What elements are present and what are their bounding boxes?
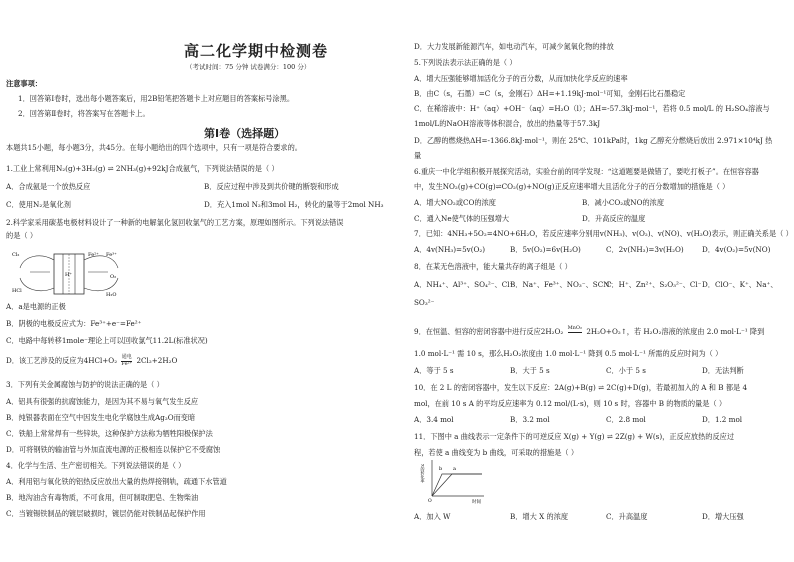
- q8-stem: 8．在某无色溶液中，能大量共存的离子组是（ ）: [414, 262, 572, 271]
- q3-option-c: C．铁船上常常焊有一些锌块，这种保护方法称为牺牲阳极保护法: [6, 429, 213, 438]
- q11-stem-line2: 程，若使 a 曲线变为 b 曲线，可采取的措施是（ ）: [414, 448, 579, 457]
- q8-option-a: A．NH₄⁺、Al³⁺、SO₄²⁻、Cl⁻: [414, 280, 514, 289]
- diagram-label-fe3: Fe³⁺: [106, 252, 117, 258]
- diagram-label-h2o: H₂O: [106, 292, 117, 298]
- page-title: 高二化学期中检测卷: [184, 42, 329, 60]
- left-column: [6, 0, 386, 562]
- curve-b-label: b: [439, 466, 443, 472]
- q7-option-c: C．2v(NH₃)=3v(H₂O): [606, 245, 684, 254]
- q8-option-c: C．H⁺、Zn²⁺、S₂O₃²⁻、Cl⁻: [606, 280, 702, 289]
- q1-option-d: D．充入1mol N₂和3mol H₂，转化的量等于2mol NH₃: [204, 200, 384, 209]
- q10-option-c: C．2.8 mol: [606, 415, 646, 424]
- notes-heading: 注意事项：: [6, 79, 42, 88]
- conversion-time-graph: [422, 456, 492, 506]
- graph-origin: O: [428, 499, 432, 504]
- graph-x-label: 时间: [472, 500, 481, 505]
- q7-stem: 7．已知：4NH₃+5O₂=4NO+6H₂O，若反应速率分别用v(NH₃)、v(O₂)、v(NO)、v(H₂O)表示，则正确关系是（ ）: [414, 229, 793, 238]
- q5-option-c-line2: 1mol/L的NaOH溶液等体积混合，放出的热量等于57.3kJ: [414, 119, 601, 128]
- section-title: 第Ⅰ卷（选择题）: [204, 127, 286, 140]
- q1-option-a: A．合成氨是一个放热反应: [6, 182, 91, 191]
- section-intro: 本题共15小题，每小题3分，共45分。在每小题给出的四个选项中，只有一项是符合要求的。: [6, 143, 302, 152]
- q11-option-a: A．加入 W: [414, 512, 451, 521]
- q4-option-c: C．当镀锡铁制品的镀层破损时，镀层仍能对铁制品起保护作用: [6, 509, 206, 518]
- condition-top: 通电: [121, 354, 132, 360]
- q4-option-a: A．利用铝与氧化铁的铝热反应放出大量的热焊接钢轨，疏通下水管道: [6, 477, 227, 486]
- q10-stem-line2: mol，在前 10 s A 的平均反应速率为 0.12 mol/(L·s)，则 10 s 时，容器中 B 的物质的量是（ ）: [414, 399, 727, 408]
- catalyst-label: MnO₂: [567, 325, 583, 331]
- q4-stem: 4．化学与生活、生产密切相关。下列说法错误的是（ ）: [6, 461, 186, 470]
- note-2: 2．回答第Ⅱ卷时，将答案写在答题卡上。: [18, 109, 150, 118]
- q7-option-d: D．4v(O₂)=5v(NO): [702, 245, 771, 254]
- q2-option-d: [6, 355, 177, 367]
- q6-option-c: C．通入Ne使气体的压强增大: [414, 214, 510, 223]
- note-1: 1．回答第Ⅰ卷时，选出每小题答案后，用2B铅笔把答题卡上对应题目的答案标号涂黑。: [18, 94, 295, 103]
- condition-bottom: Fe²⁺: [121, 360, 133, 367]
- reaction-condition: [568, 326, 582, 338]
- q3-option-b: B．纯银器表面在空气中因发生电化学腐蚀生成Ag₂O而变暗: [6, 413, 196, 422]
- q9-stem-post: 2H₂O+O₂↑，若 H₂O₂溶液的浓度由 2.0 mol·L⁻¹ 降到: [586, 327, 765, 336]
- q9-stem-pre: 9．在恒温、恒容的密闭容器中进行反应2H₂O₂: [414, 327, 564, 336]
- diagram-label-fe2: Fe²⁺: [88, 252, 99, 258]
- q9-option-c: C．小于 5 s: [606, 366, 646, 375]
- curve-a-label: a: [453, 466, 456, 472]
- q9-option-d: D．无法判断: [702, 366, 744, 375]
- q5-option-b: B．由C（s，石墨）=C（s，金刚石）ΔH=+1.19kJ·mol⁻¹可知，金刚石比石墨稳定: [414, 89, 686, 98]
- q6-option-a: A．增大NO₂或CO的浓度: [414, 198, 496, 207]
- q2-d-products: 2Cl₂+2H₂O: [136, 356, 178, 365]
- q2-stem-line2: 的是（ ）: [6, 231, 38, 240]
- q3-stem: 3．下列有关金属腐蚀与防护的说法正确的是（ ）: [6, 380, 164, 389]
- q9-stem-line1: [414, 326, 764, 338]
- q6-option-d: D．升高反应的温度: [582, 214, 646, 223]
- curve-b: [432, 474, 482, 496]
- q10-option-a: A．3.4 mol: [414, 415, 454, 424]
- diagram-label-o2: O₂: [110, 274, 117, 280]
- q1-option-b: B．反应过程中涉及到共价键的断裂和形成: [204, 182, 339, 191]
- q8-option-d: D．ClO⁻、K⁺、Na⁺、: [702, 280, 778, 289]
- q4-option-d: D．大力发展新能源汽车，如电动汽车，可减少氮氧化物的排放: [414, 42, 614, 51]
- graph-y-label: X的转化率: [420, 464, 426, 483]
- q5-option-d-line2: 量: [414, 151, 422, 160]
- curve-a: [432, 474, 482, 496]
- q9-option-b: B．大于 5 s: [510, 366, 550, 375]
- q10-option-d: D．1.2 mol: [702, 415, 743, 424]
- q2-option-a: A．a是电源的正极: [6, 302, 66, 311]
- q10-option-b: B．3.2 mol: [510, 415, 550, 424]
- q2-option-c: C．电路中每转移1mole⁻理论上可以回收氯气11.2L(标准状况): [6, 336, 208, 345]
- q11-option-d: D．增大压强: [702, 512, 744, 521]
- q8-option-d-cont: SO₃²⁻: [414, 298, 435, 307]
- diagram-label-hcl: HCl: [12, 288, 22, 294]
- q6-option-b: B．减小CO₂或NO的浓度: [582, 198, 665, 207]
- exam-info: （考试时间：75 分钟 试卷满分：100 分）: [186, 63, 311, 71]
- diagram-label-cl2: Cl₂: [12, 252, 20, 258]
- q7-option-b: B．5v(O₂)=6v(H₂O): [510, 245, 581, 254]
- q1-option-c: C．使用N₂是氧化剂: [6, 200, 71, 209]
- right-column: [414, 0, 794, 562]
- electrolysis-diagram: [10, 248, 130, 300]
- q11-stem-line1: 11．下图中 a 曲线表示一定条件下的可逆反应 X(g) + Y(g) ⇌ 2Z(g) + W(s)，正反应放热的反应过: [414, 432, 735, 441]
- q9-stem-line2: 1.0 mol·L⁻¹ 需 10 s，那么H₂O₂浓度由 1.0 mol·L⁻¹ 降到 0.5 mol·L⁻¹ 所需的反应时间为（ ）: [414, 349, 723, 358]
- q6-stem-line2: 中，发生NO₂(g)+CO(g)⇌CO₂(g)+NO(g)正反应速率增大且活化分子的百分数增加的措施是（ ）: [414, 182, 730, 191]
- q5-option-d-line1: D．乙醇的燃烧热ΔH=-1366.8kJ·mol⁻¹，则在 25℃、101kPa时，1kg 乙醇充分燃烧后放出 2.971×10⁴kJ 热: [414, 136, 773, 145]
- q5-stem: 5.下列说法表示法正确的是（ ）: [414, 58, 517, 67]
- q8-option-b: B．Na⁺、Fe³⁺、NO₃⁻、SCN⁻: [510, 280, 614, 289]
- q2-stem-line1: 2.科学家采用碳基电极材料设计了一种新的电解氯化氢回收氯气的工艺方案，原理如图所示。下列说法错误: [6, 218, 344, 227]
- q10-stem-line1: 10．在 2 L 的密闭容器中，发生以下反应：2A(g)+B(g) ⇌ 2C(g)+D(g)，若最初加入的 A 和 B 都是 4: [414, 383, 748, 392]
- q9-option-a: A．等于 5 s: [414, 366, 454, 375]
- q3-option-a: A．铝具有很强的抗腐蚀能力，是因为其不易与氧气发生反应: [6, 397, 199, 406]
- q1-stem: 1.工业上常利用N₂(g)+3H₂(g) ⇌ 2NH₃(g)+92kJ合成氨气，下列说法错误的是（ ）: [6, 164, 279, 173]
- q5-option-c-line1: C．在稀溶液中：H⁺（aq）+OH⁻（aq）=H₂O（l）；ΔH=-57.3kJ·mol⁻¹，若将 0.5 mol/L 的 H₂SO₄溶液与: [414, 104, 770, 113]
- q7-option-a: A．4v(NH₃)=5v(O₂): [414, 245, 486, 254]
- q6-stem-line1: 6.重庆一中化学组积极开展探究活动，实验台前的同学发现：“这道题要是做错了，要吃打板子”。在恒容容器: [414, 167, 759, 176]
- q2-d-reactants: D．该工艺涉及的反应为4HCl+O₂: [6, 356, 118, 365]
- q11-option-c: C．升高温度: [606, 512, 648, 521]
- diagram-label-hplus: H⁺: [65, 272, 72, 278]
- q5-option-a: A．增大压强能够增加活化分子的百分数，从而加快化学反应的速率: [414, 74, 628, 83]
- q3-option-d: D．可将钢铁的输油管与外加直流电源的正极相连以保护它不受腐蚀: [6, 445, 221, 454]
- q2-option-b: B．阴极的电极反应式为：Fe³⁺+e⁻=Fe²⁺: [6, 319, 142, 328]
- q11-option-b: B．增大 X 的浓度: [510, 512, 569, 521]
- q4-option-b: B．地沟油含有毒物质，不可食用，但可制取肥皂、生物柴油: [6, 493, 199, 502]
- reaction-condition: [121, 355, 132, 367]
